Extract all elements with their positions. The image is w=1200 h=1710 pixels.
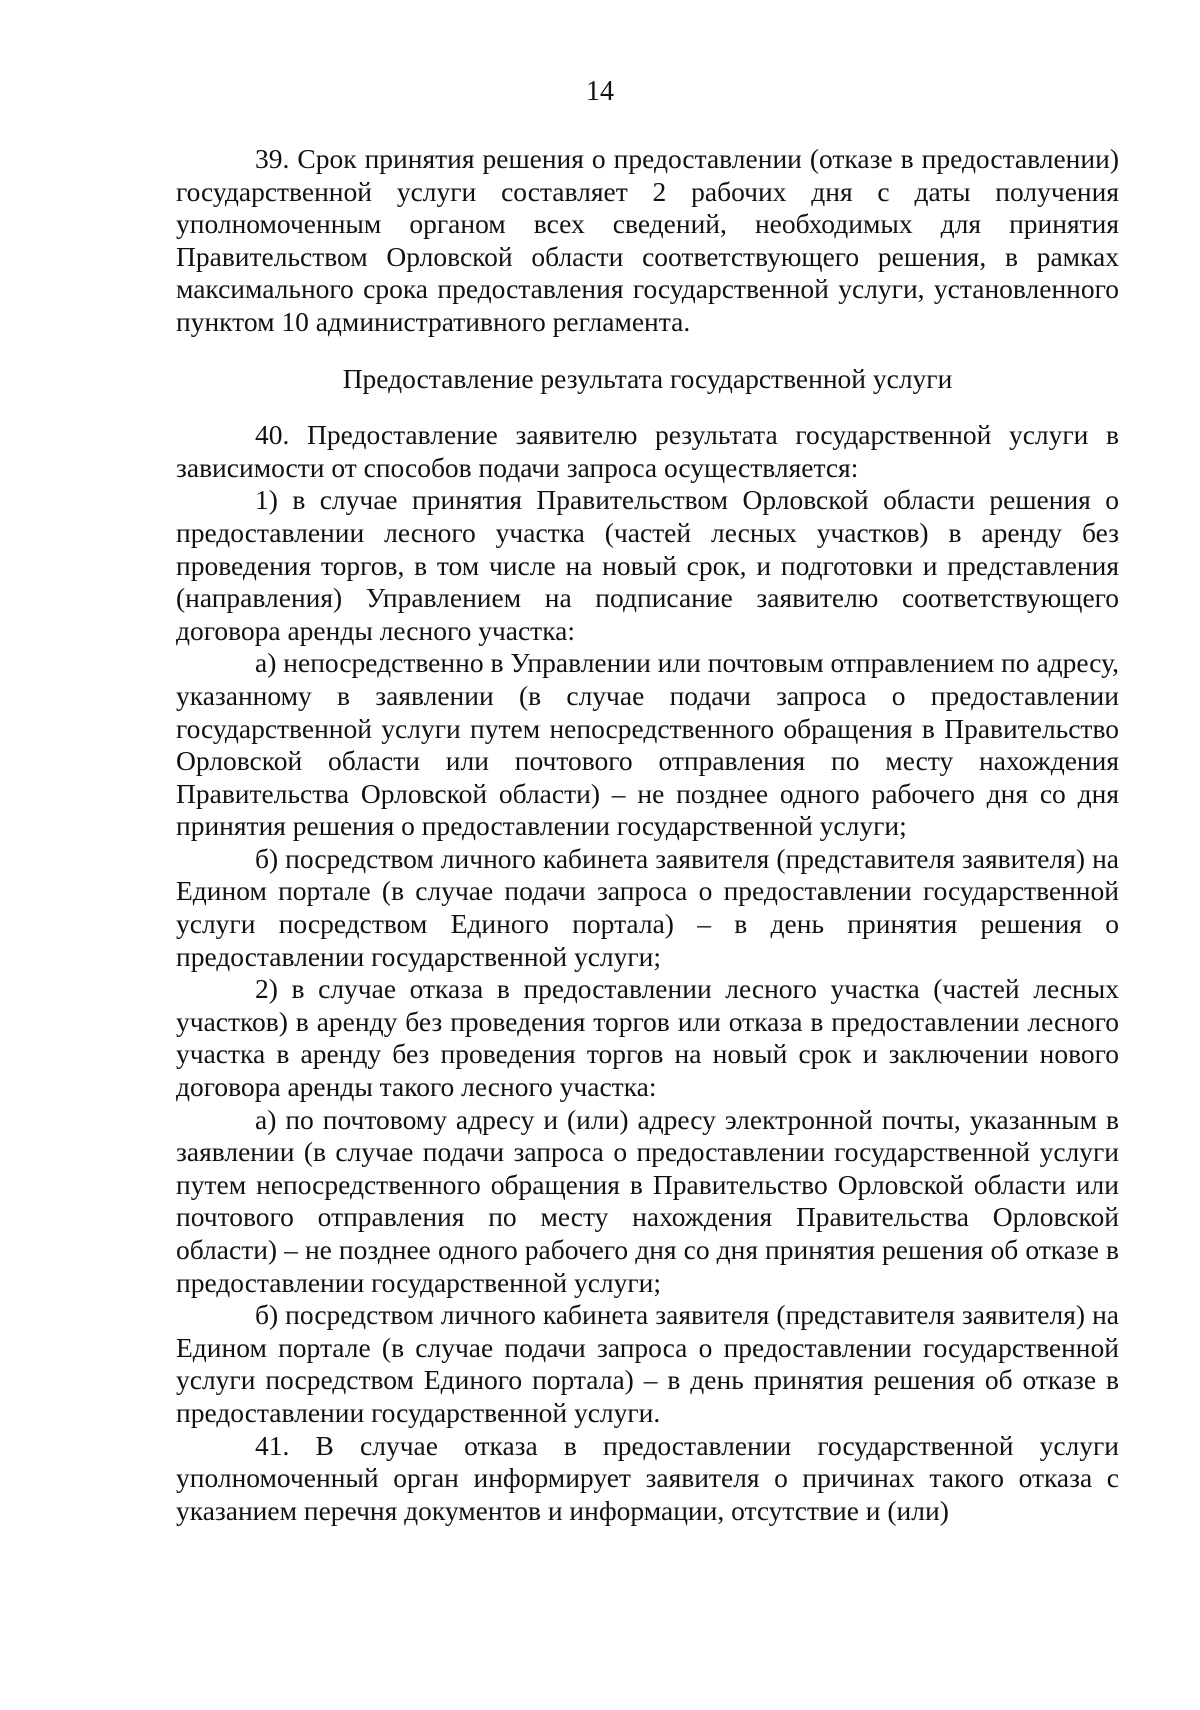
paragraph-40: 40. Предоставление заявителю результата государственной услуги в зависимости от способов подачи запроса осуществляется:	[176, 419, 1119, 483]
paragraph-40-item-1: 1) в случае принятия Правительством Орловской области решения о предоставлении лесного участка (частей лесных участков) в аренду без проведения торгов, в том числе на новый срок, и подготовки и представления (направления) Управлением на подписание заявителю соответствующего договора аренды лесного участка:	[176, 484, 1119, 646]
paragraph-40-item-2b: б) посредством личного кабинета заявителя (представителя заявителя) на Едином портале (в случае подачи запроса о предоставлении государственной услуги посредством Единого портала) – в день принятия решения об отказе в предоставлении государственной услуги.	[176, 1299, 1119, 1428]
paragraph-40-item-2a: а) по почтовому адресу и (или) адресу электронной почты, указанным в заявлении (в случае подачи запроса о предоставлении государственной услуги путем непосредственного обращения в Правительство Орловской области или почтового отправления по месту нахождения Правительства Орловской области) – не позднее одного рабочего дня со дня принятия решения об отказе в предоставлении государственной услуги;	[176, 1103, 1119, 1298]
paragraph-40-item-1b: б) посредством личного кабинета заявителя (представителя заявителя) на Едином портале (в случае подачи запроса о предоставлении государственной услуги посредством Единого портала) – в день принятия решения о предоставлении государственной услуги;	[176, 842, 1119, 972]
paragraph-40-item-2: 2) в случае отказа в предоставлении лесного участка (частей лесных участков) в аренду без проведения торгов или отказа в предоставлении лесного участка в аренду без проведения торгов на новый срок и заключении нового договора аренды такого лесного участка:	[176, 973, 1119, 1103]
paragraph-40-item-1a: а) непосредственно в Управлении или почтовым отправлением по адресу, указанному в заявлении (в случае подачи запроса о предоставлении государственной услуги путем непосредственного обращения в Правительство Орловской области или почтового отправления по месту нахождения Правительства Орловской области) – не позднее одного рабочего дня со дня принятия решения о предоставлении государственной услуги;	[176, 647, 1119, 842]
paragraph-41: 41. В случае отказа в предоставлении государственной услуги уполномоченный орган информирует заявителя о причинах такого отказа с указанием перечня документов и информации, отсутствие и (или)	[176, 1429, 1119, 1526]
paragraph-39: 39. Срок принятия решения о предоставлении (отказе в предоставлении) государственной услуги составляет 2 рабочих дня с даты получения уполномоченным органом всех сведений, необходимых для принятия Правительством Орловской области соответствующего решения, в рамках максимального срока предоставления государственной услуги, установленного пунктом 10 административного регламента.	[176, 143, 1119, 337]
document-body	[176, 143, 1119, 1527]
page-number: 14	[586, 76, 614, 107]
section-heading: Предоставление результата государственной услуги	[342, 362, 953, 394]
